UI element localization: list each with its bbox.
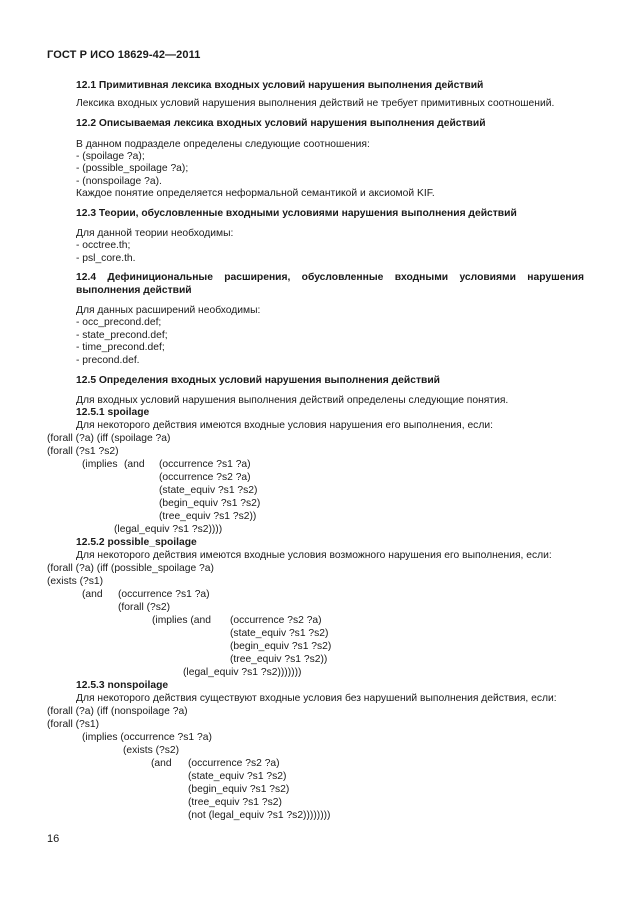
kif-line: (state_equiv ?s1 ?s2) [159, 485, 258, 496]
section-heading: 12.5 Определения входных условий нарушения выполнения действий [76, 375, 440, 386]
section-heading: 12.1 Примитивная лексика входных условий нарушения выполнения действий [76, 80, 484, 91]
kif-line: (tree_equiv ?s1 ?s2)) [159, 511, 257, 522]
list-item: - (spoilage ?a); [76, 151, 145, 162]
kif-line: (and [124, 459, 145, 470]
kif-line: (begin_equiv ?s1 ?s2) [188, 784, 290, 795]
list-item: - (possible_spoilage ?a); [76, 163, 189, 174]
section-heading: 12.4 Дефинициональные расширения, обусловленные входными условиями нарушения [76, 272, 584, 283]
kif-line: (exists (?s1) [47, 576, 104, 587]
kif-line: (begin_equiv ?s1 ?s2) [159, 498, 261, 509]
paragraph: Для данной теории необходимы: [76, 228, 234, 239]
section-heading: 12.3 Теории, обусловленные входными условиями нарушения выполнения действий [76, 208, 517, 219]
kif-line: (forall (?a) (iff (spoilage ?a) [47, 433, 171, 444]
paragraph: Для некоторого действия имеются входные условия нарушения его выполнения, если: [76, 420, 493, 431]
kif-line: (forall (?s2) [118, 602, 171, 613]
paragraph: Лексика входных условий нарушения выполнения действий не требует примитивных соотношений. [76, 98, 555, 109]
kif-line: (forall (?s1 ?s2) [47, 446, 119, 457]
paragraph: В данном подразделе определены следующие соотношения: [76, 139, 370, 150]
kif-line: (exists (?s2) [123, 745, 180, 756]
kif-line: (forall (?a) (iff (nonspoilage ?a) [47, 706, 188, 717]
kif-line: (occurrence ?s1 ?a) [159, 459, 251, 470]
section-heading-continued: выполнения действий [76, 285, 192, 296]
paragraph: Для некоторого действия имеются входные условия возможного нарушения его выполнения, если: [76, 550, 552, 561]
kif-line: (not (legal_equiv ?s1 ?s2)))))))) [188, 810, 331, 821]
kif-line: (and [151, 758, 172, 769]
list-item: - occ_precond.def; [76, 317, 162, 328]
document-header: ГОСТ Р ИСО 18629-42—2011 [47, 49, 201, 61]
list-item: - state_precond.def; [76, 330, 168, 341]
kif-line: (forall (?a) (iff (possible_spoilage ?a) [47, 563, 214, 574]
page-number: 16 [47, 833, 60, 845]
kif-line: (tree_equiv ?s1 ?s2)) [230, 654, 328, 665]
list-item: - psl_core.th. [76, 253, 136, 264]
kif-line: (occurrence ?s1 ?a) [118, 589, 210, 600]
subsection-heading: 12.5.2 possible_spoilage [76, 537, 197, 548]
kif-line: (begin_equiv ?s1 ?s2) [230, 641, 332, 652]
kif-line: (implies (and [152, 615, 211, 626]
list-item: - time_precond.def; [76, 342, 165, 353]
list-item: - (nonspoilage ?a). [76, 176, 162, 187]
kif-line: (occurrence ?s2 ?a) [230, 615, 322, 626]
kif-line: (occurrence ?s2 ?a) [159, 472, 251, 483]
paragraph: Для входных условий нарушения выполнения действий определены следующие понятия. [76, 395, 509, 406]
kif-line: (implies [82, 459, 118, 470]
paragraph: Каждое понятие определяется неформальной семантикой и аксиомой KIF. [76, 188, 435, 199]
paragraph: Для некоторого действия существуют входные условия без нарушений выполнения действия, если: [76, 693, 557, 704]
subsection-heading: 12.5.3 nonspoilage [76, 680, 169, 691]
paragraph: Для данных расширений необходимы: [76, 305, 261, 316]
kif-line: (implies (occurrence ?s1 ?a) [82, 732, 212, 743]
kif-line: (legal_equiv ?s1 ?s2)))) [114, 524, 223, 535]
kif-line: (state_equiv ?s1 ?s2) [230, 628, 329, 639]
subsection-heading: 12.5.1 spoilage [76, 407, 150, 418]
list-item: - occtree.th; [76, 240, 131, 251]
kif-line: (tree_equiv ?s1 ?s2) [188, 797, 282, 808]
kif-line: (forall (?s1) [47, 719, 100, 730]
kif-line: (legal_equiv ?s1 ?s2))))))) [183, 667, 302, 678]
kif-line: (and [82, 589, 103, 600]
kif-line: (occurrence ?s2 ?a) [188, 758, 280, 769]
list-item: - precond.def. [76, 355, 140, 366]
section-heading: 12.2 Описываемая лексика входных условий нарушения выполнения действий [76, 118, 486, 129]
kif-line: (state_equiv ?s1 ?s2) [188, 771, 287, 782]
